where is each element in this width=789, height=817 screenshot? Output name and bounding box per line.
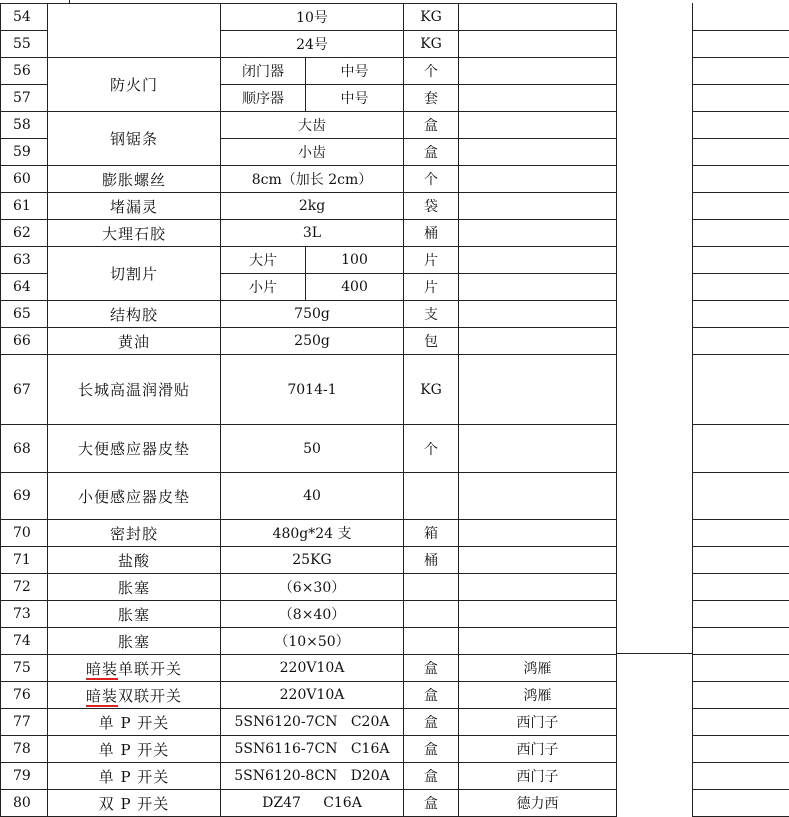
table-row [1,247,617,274]
spec-cell: 10号 [221,4,404,31]
item-name-cell: 膨胀螺丝 [48,166,221,193]
table-row [1,58,617,85]
table-row [1,520,617,547]
spec-cell: 750g [221,301,404,328]
unit-cell: 盒 [404,709,459,736]
brand-cell: 鸿雁 [459,682,617,709]
row-number: 69 [1,473,48,520]
brand-cell [459,247,617,274]
row-number: 75 [1,655,48,682]
remark-cell [693,30,789,57]
row-number: 60 [1,166,48,193]
spec-cell: 25KG [221,547,404,574]
spec-sub-cell: 中号 [306,85,404,112]
unit-cell: 包 [404,328,459,355]
unit-cell: 盒 [404,790,459,817]
table-row [1,763,617,790]
brand-cell [459,166,617,193]
brand-cell: 西门子 [459,763,617,790]
remark-cell [693,354,789,424]
item-name-cell [48,655,221,682]
spec-cell: 8cm（加长 2cm） [221,166,404,193]
row-number: 62 [1,220,48,247]
item-name-cell: 大便感应器皮垫 [48,425,221,473]
spec-cell: 40 [221,473,404,520]
spec-sub-cell: 中号 [306,58,404,85]
brand-cell [459,473,617,520]
spellcheck-marked-text: 暗装 [85,686,118,705]
row-number: 76 [1,682,48,709]
brand-cell [459,220,617,247]
brand-cell [459,520,617,547]
item-name-rest: 双联开关 [118,686,183,705]
brand-cell: 西门子 [459,709,617,736]
spec-cell: 250g [221,328,404,355]
item-name-cell: 防火门 [48,58,221,112]
item-name-cell: 单 P 开关 [48,736,221,763]
remark-cell [693,735,789,762]
row-number: 78 [1,736,48,763]
table-row [1,736,617,763]
item-name-cell [48,682,221,709]
row-number: 73 [1,601,48,628]
table-row [1,682,617,709]
row-number: 79 [1,763,48,790]
table-row [1,220,617,247]
item-name-cell: 结构胶 [48,301,221,328]
unit-cell [404,628,459,655]
remark-cell [693,192,789,219]
remark-cell [693,573,789,600]
unit-cell: 盒 [404,736,459,763]
brand-cell [459,328,617,355]
remarks-column [692,3,789,817]
item-name-cell: 钢锯条 [48,112,221,166]
table-row [1,112,617,139]
brand-cell [459,85,617,112]
brand-cell [459,601,617,628]
spec-cell: 5SN6116-7CN C16A [221,736,404,763]
unit-cell [404,574,459,601]
brand-cell [459,355,617,425]
table-row [1,790,617,817]
brand-cell [459,139,617,166]
spec-cell: 220V10A [221,655,404,682]
spec-sub-cell: 闭门器 [221,58,306,85]
remark-cell [693,762,789,789]
brand-cell: 德力西 [459,790,617,817]
remark-cell [693,138,789,165]
spec-cell: （8×40） [221,601,404,628]
row-number: 67 [1,355,48,425]
unit-cell: 盒 [404,655,459,682]
item-name-cell: 双 P 开关 [48,790,221,817]
brand-cell [459,193,617,220]
spec-cell: 220V10A [221,682,404,709]
remark-cell [693,300,789,327]
brand-cell [459,58,617,85]
table-row [1,193,617,220]
item-name-cell: 盐酸 [48,547,221,574]
remark-cell [693,3,789,30]
remark-cell [693,165,789,192]
row-number: 59 [1,139,48,166]
row-number: 74 [1,628,48,655]
unit-cell: 片 [404,274,459,301]
remark-cell [693,273,789,300]
unit-cell: 个 [404,425,459,473]
spec-sub-cell: 顺序器 [221,85,306,112]
unit-cell: 个 [404,58,459,85]
spec-cell: 小齿 [221,139,404,166]
unit-cell: 盒 [404,112,459,139]
spec-cell: 50 [221,425,404,473]
table-row [1,301,617,328]
item-name-cell: 胀塞 [48,601,221,628]
unit-cell: 桶 [404,547,459,574]
table-row [1,601,617,628]
unit-cell: 支 [404,301,459,328]
row-number: 64 [1,274,48,301]
table-row [1,709,617,736]
item-name-cell: 大理石胶 [48,220,221,247]
row-number: 71 [1,547,48,574]
remark-cell [693,681,789,708]
remark-cell [693,654,789,681]
item-name-rest: 单联开关 [118,659,183,678]
row-75-extension-line [616,653,692,654]
remark-cell [693,424,789,472]
unit-cell [404,473,459,520]
item-name-cell: 单 P 开关 [48,763,221,790]
unit-cell [404,601,459,628]
item-name-cell: 黄油 [48,328,221,355]
row-number: 72 [1,574,48,601]
table-row [1,547,617,574]
item-name-cell: 胀塞 [48,628,221,655]
unit-cell: 个 [404,166,459,193]
brand-cell [459,4,617,31]
unit-cell: 箱 [404,520,459,547]
row-number: 54 [1,4,48,31]
table-row [1,166,617,193]
row-number: 80 [1,790,48,817]
item-name-cell: 胀塞 [48,574,221,601]
remark-cell [693,57,789,84]
brand-cell [459,425,617,473]
unit-cell: KG [404,4,459,31]
remark-cell [693,84,789,111]
spec-cell: 5SN6120-7CN C20A [221,709,404,736]
row-number: 56 [1,58,48,85]
brand-cell [459,547,617,574]
brand-cell [459,628,617,655]
spec-sub-cell: 小片 [221,274,306,301]
unit-cell: 盒 [404,682,459,709]
row-number: 77 [1,709,48,736]
table-row [1,355,617,425]
spellcheck-marked-text: 暗装 [85,659,118,678]
brand-cell [459,274,617,301]
row-number: 68 [1,425,48,473]
row-number: 55 [1,31,48,58]
brand-cell [459,112,617,139]
table-row [1,328,617,355]
brand-cell [459,31,617,58]
spec-sub-cell: 100 [306,247,404,274]
row-number: 61 [1,193,48,220]
row-number: 57 [1,85,48,112]
table-row [1,473,617,520]
spec-cell: 3L [221,220,404,247]
unit-cell: 片 [404,247,459,274]
spec-cell: 480g*24 支 [221,520,404,547]
table-row [1,574,617,601]
remark-cell [693,789,789,816]
unit-cell: KG [404,31,459,58]
spec-cell: DZ47 C16A [221,790,404,817]
remark-cell [693,708,789,735]
remark-cell [693,627,789,654]
item-name-cell: 堵漏灵 [48,193,221,220]
item-name-cell: 切割片 [48,247,221,301]
spec-cell: 2kg [221,193,404,220]
row-number: 63 [1,247,48,274]
brand-cell: 西门子 [459,736,617,763]
remark-cell [693,246,789,273]
item-name-cell: 密封胶 [48,520,221,547]
unit-cell: 套 [404,85,459,112]
materials-table [0,3,617,817]
remark-cell [693,111,789,138]
brand-cell [459,301,617,328]
item-name-cell: 单 P 开关 [48,709,221,736]
spec-sub-cell: 大片 [221,247,306,274]
remark-cell [693,519,789,546]
unit-cell: 袋 [404,193,459,220]
spec-cell: （10×50） [221,628,404,655]
spec-cell: 7014-1 [221,355,404,425]
row-number: 65 [1,301,48,328]
row-number: 58 [1,112,48,139]
spec-cell: （6×30） [221,574,404,601]
table-row [1,628,617,655]
item-name-cell: 长城高温润滑贴 [48,355,221,425]
brand-cell: 鸿雁 [459,655,617,682]
unit-cell: 盒 [404,139,459,166]
row-number: 66 [1,328,48,355]
spec-sub-cell: 400 [306,274,404,301]
spec-cell: 24号 [221,31,404,58]
unit-cell: 桶 [404,220,459,247]
unit-cell: 盒 [404,763,459,790]
remark-cell [693,327,789,354]
remark-cell [693,472,789,519]
table-row [1,4,617,31]
table-row [1,425,617,473]
spec-cell: 大齿 [221,112,404,139]
table-row [1,655,617,682]
item-name-cell: 小便感应器皮垫 [48,473,221,520]
unit-cell: KG [404,355,459,425]
remark-cell [693,600,789,627]
remark-cell [693,219,789,246]
row-number: 70 [1,520,48,547]
spec-cell: 5SN6120-8CN D20A [221,763,404,790]
remark-cell [693,546,789,573]
item-name-cell [48,4,221,58]
brand-cell [459,574,617,601]
